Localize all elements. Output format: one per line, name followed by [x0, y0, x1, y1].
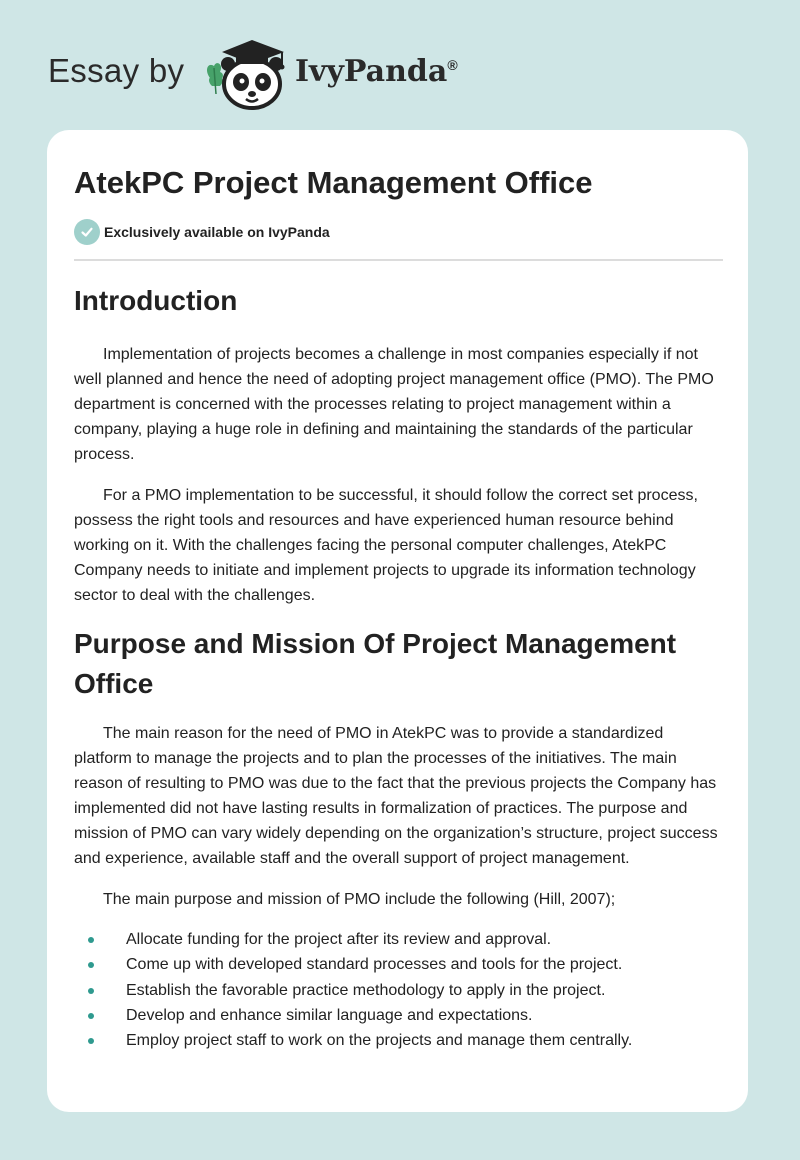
brand-name-text: IvyPanda [295, 54, 448, 89]
article-body [74, 162, 723, 1053]
panda-graduation-cap-icon [202, 34, 298, 110]
list-item [74, 927, 723, 952]
article-title: AtekPC Project Management Office [74, 165, 593, 200]
paragraph: The main purpose and mission of PMO include the following (Hill, 2007); [103, 891, 616, 908]
bullet-dot-icon [88, 1013, 94, 1019]
bullet-dot-icon [88, 937, 94, 943]
bullet-dot-icon [88, 1038, 94, 1044]
registered-mark: ® [447, 57, 458, 73]
title-divider [74, 259, 723, 261]
list-item-text: Develop and enhance similar language and expectations. [126, 1006, 533, 1024]
brand-name [295, 54, 458, 89]
section-heading: Purpose and Mission Of Project Management Office [74, 628, 677, 699]
section-heading: Introduction [74, 285, 238, 316]
bullet-dot-icon [88, 962, 94, 968]
brand-header [48, 34, 468, 114]
exclusive-badge [74, 218, 723, 246]
paragraph: Implementation of projects becomes a challenge in most companies especially if not well planned and hence the need of adopting project management office (PMO). The PMO department is concerned with the processes relating to project management within a company, playing a huge role in defining and maintaining the standards of the particular process. [74, 346, 714, 463]
list-item-text: Come up with developed standard processes and tools for the project. [126, 956, 623, 974]
check-badge-icon [74, 219, 100, 245]
section-purpose-and-mission [74, 624, 723, 1053]
brand-prefix: Essay by [48, 52, 185, 89]
list-item [74, 1028, 723, 1053]
list-item-text: Establish the favorable practice methodology to apply in the project. [126, 981, 606, 999]
list-item-text: Employ project staff to work on the projects and manage them centrally. [126, 1032, 633, 1050]
list-item [74, 1003, 723, 1028]
list-item-text: Allocate funding for the project after its review and approval. [126, 931, 552, 948]
list-item [74, 978, 723, 1003]
article-card [47, 130, 748, 1112]
list-item [74, 952, 723, 977]
purpose-list [74, 927, 723, 1053]
section-introduction [74, 281, 723, 608]
paragraph: The main reason for the need of PMO in AtekPC was to provide a standardized platform to manage the projects and to plan the processes of the initiatives. The main reason of resulting to PMO was due to the fact that the previous projects the Company has implemented did not have lasting results in formalization of practices. The purpose and mission of PMO can vary widely depending on the organization’s structure, project success and experience, available staff and the overall support of project management. [74, 725, 718, 867]
exclusive-label: Exclusively available on IvyPanda [104, 224, 330, 240]
bullet-dot-icon [88, 988, 94, 994]
paragraph: For a PMO implementation to be successful, it should follow the correct set process, possess the right tools and resources and have experienced human resource behind working on it. With the challenges facing the personal computer challenges, AtekPC Company needs to initiate and implement projects to upgrade its information technology sector to deal with the challenges. [74, 487, 698, 604]
